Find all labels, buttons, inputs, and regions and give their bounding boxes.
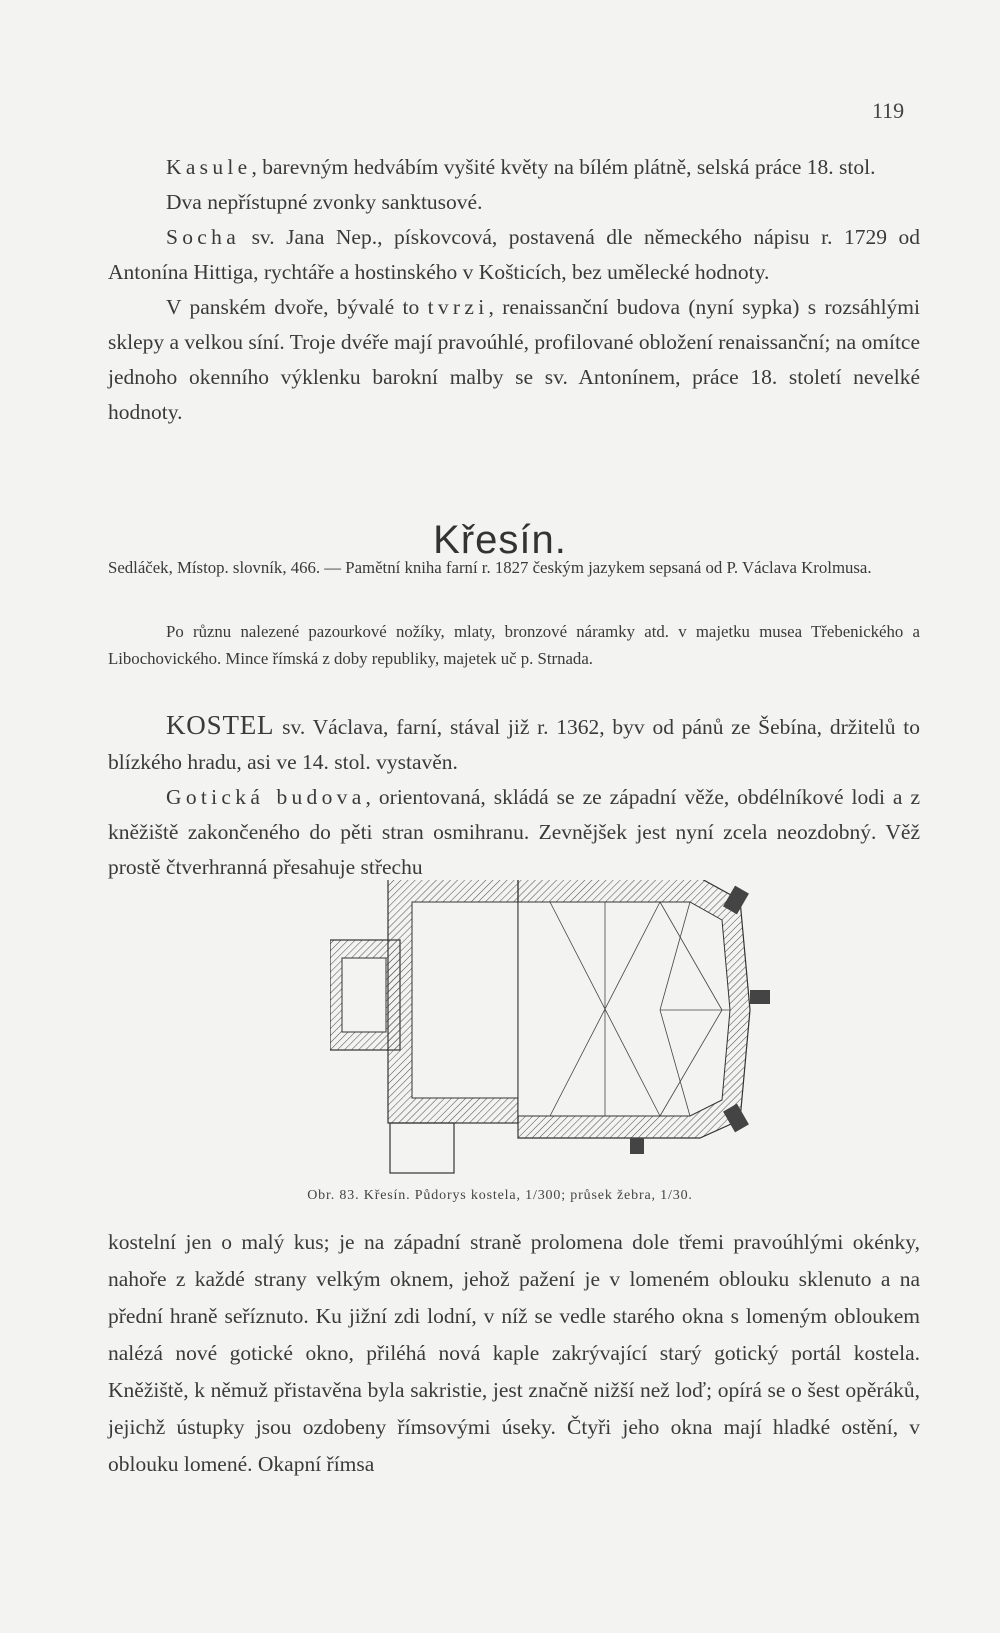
goticka-label: Gotická budova <box>166 785 366 809</box>
finds-section <box>108 618 920 672</box>
tvrz-paragraph <box>108 290 920 430</box>
socha-label: Socha <box>166 225 241 249</box>
figure-caption: Obr. 83. Křesín. Půdorys kostela, 1/300; průsek žebra, 1/30. <box>307 1188 693 1203</box>
sacristy-plan <box>390 1123 454 1173</box>
zvonky-paragraph: Dva nepřístupné zvonky sanktusové. <box>166 190 483 214</box>
page-number: 119 <box>872 98 905 123</box>
continuation-paragraph: kostelní jen o malý kus; je na západní straně prolomena dole třemi pravoúhlými okénky, nahoře z každé strany velkým oknem, jehož pažení je v lomeném oblouku sklenuto a na přední hraně seříznuto. Ku jižní zdi lodní, v níž se vedle starého okna s lomeným obloukem nalézá nové gotické okno, přiléhá nová kaple zakrývající starý gotický portál kostela. Kněžiště, k němuž přistavěna byla sakristie, jest značně nižší než loď; opírá se o šest opěráků, jejichž ústupky jsou ozdobeny římsovými úseky. Čtyři jeho okna mají hladké ostění, v oblouku lomené. Okapní římsa <box>108 1230 920 1476</box>
section-heading: Křesín. <box>433 518 567 562</box>
kasule-text: , barevným hedvábím vyšité květy na bílém plátně, selská práce 18. stol. <box>251 155 876 179</box>
kostel-label: KOSTEL <box>166 710 275 740</box>
goticka-paragraph <box>108 780 920 885</box>
nave-plan <box>388 880 518 1123</box>
tvrz-before: V panském dvoře, bývalé to <box>166 295 428 319</box>
kasule-label: Kasule <box>166 155 252 179</box>
sources-paragraph: Sedláček, Místop. slovník, 466. — Pamětní kniha farní r. 1827 českým jazykem sepsaná od P. Václava Krolmusa. <box>108 558 872 577</box>
chancel-plan <box>518 880 770 1154</box>
church-section <box>108 708 920 885</box>
goticka-text: , orientovaná, skládá se ze západní věže, obdélníkové lodi a z kněžiště zakončeného do pěti stran osmihranu. Zevnějšek jest nyní zcela neozdobný. Věž prostě čtverhranná přesahuje střechu <box>108 785 920 879</box>
kostel-text: sv. Václava, farní, stával již r. 1362, byv od pánů ze Šebína, držitelů to blízkého hradu, asi ve 14. stol. vystavěn. <box>108 715 920 774</box>
finds-paragraph: Po různu nalezené pazourkové nožíky, mlaty, bronzové náramky atd. v majetku musea Třebenického a Libochovického. Mince římská z doby republiky, majetek uč p. Strnada. <box>108 622 920 668</box>
intro-section <box>108 150 920 430</box>
tvrz-after: , renaissanční budova (nyní sypka) s rozsáhlými sklepy a velkou síní. Troje dvéře mají pravoúhlé, profilované obložení renaissanční; na omítce jednoho okenního výklenku barokní malby se sv. Antonínem, práce 18. století nevelké hodnoty. <box>108 295 921 424</box>
continuation-section <box>108 1224 920 1483</box>
tvrz-label: tvrzi <box>427 295 489 319</box>
kasule-paragraph <box>108 150 920 185</box>
socha-paragraph <box>108 220 920 290</box>
sources-section <box>108 554 920 581</box>
church-floor-plan <box>330 880 930 1180</box>
kostel-paragraph <box>108 708 920 780</box>
socha-text: sv. Jana Nep., pískovcová, postavená dle německého nápisu r. 1729 od Antonína Hittiga, rychtáře a hostinského v Košticích, bez umělecké hodnoty. <box>108 225 920 284</box>
